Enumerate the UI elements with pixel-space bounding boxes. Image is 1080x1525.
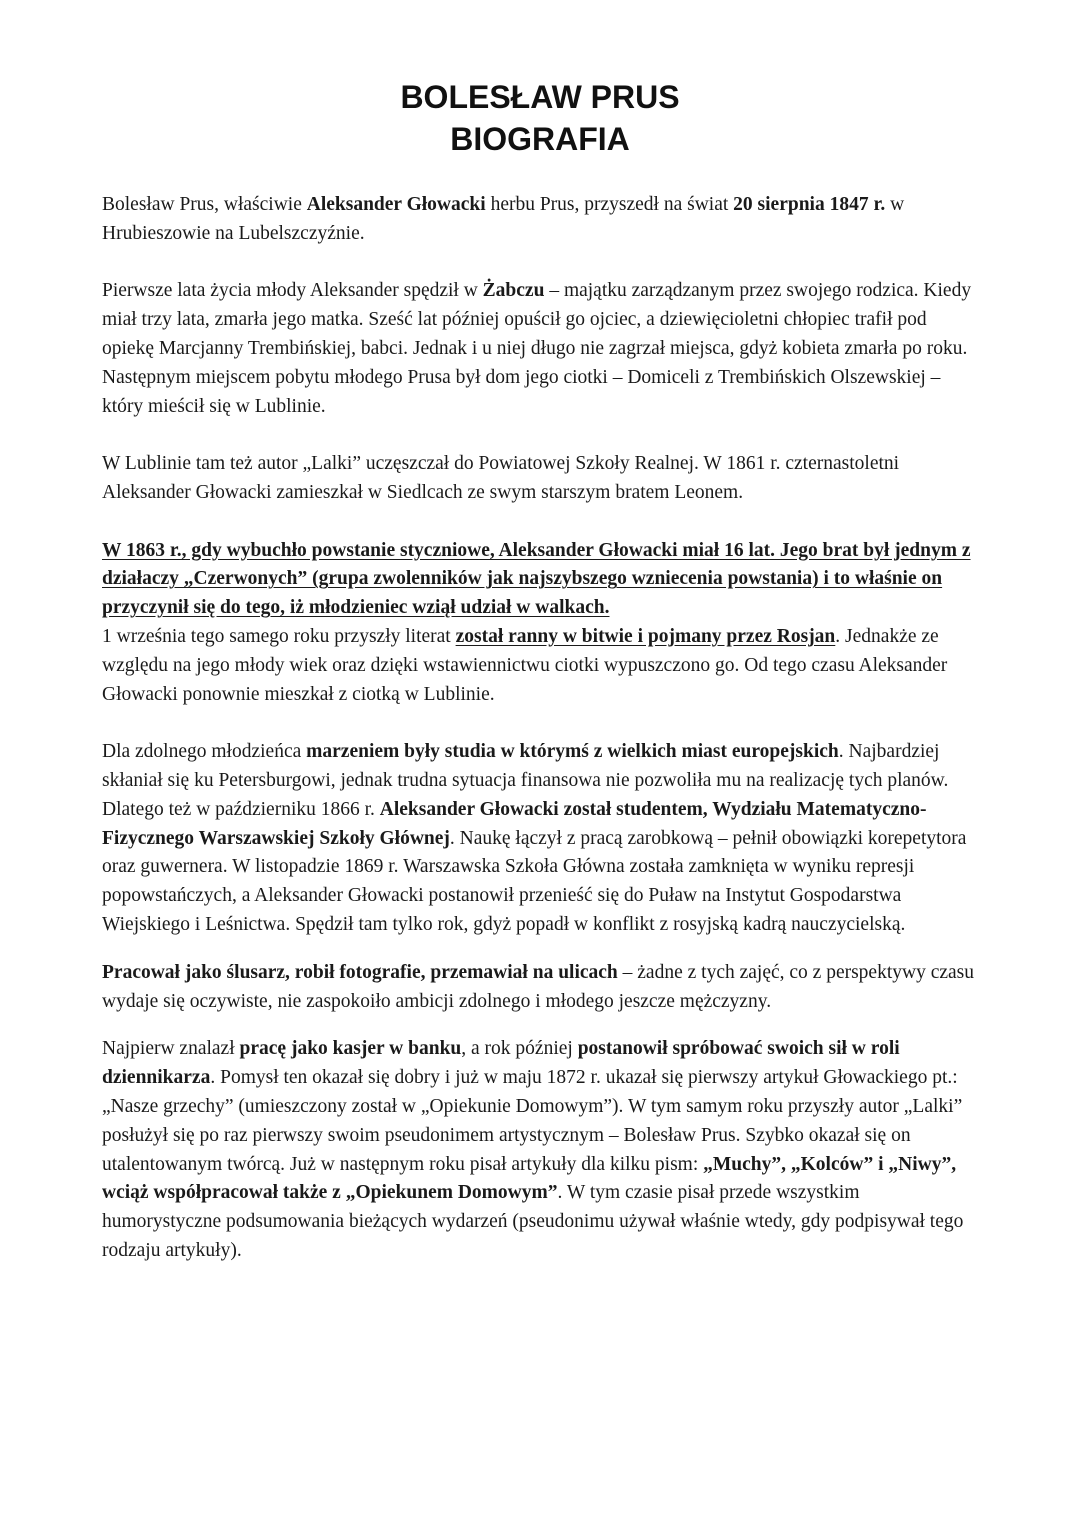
paragraph-birth (102, 191, 982, 249)
paragraph-studies (102, 738, 982, 940)
text: . Pomysł ten okazał się dobry i już w maju 1872 r. ukazał się pierwszy artykuł Głowackiego pt.: „Nasze grzechy” (umieszczony został w „Opiekunie Domowym”). W tym samym roku przyszły autor „Lalki” posłużył się po raz pierwszy swoim pseudonimem artystycznym – Bolesław Prus. Szybko okazał się on utalentowanym twórcą. Już w następnym roku pisał artykuły dla kilku pism: (102, 1067, 963, 1175)
text: Najpierw znalazł (102, 1038, 240, 1060)
text: herbu Prus, przyszedł na świat (485, 194, 734, 215)
document-body (102, 191, 982, 1266)
bold-text: Aleksander Głowacki został studentem, Wydziału Matematyczno-Fizycznego Warszawskiej Szkoły Głównej (102, 798, 927, 849)
text: Bolesław Prus, właściwie (102, 194, 307, 215)
text: , a rok później (461, 1038, 578, 1060)
bold-text: postanowił spróbować swoich sił w roli dziennikarza (102, 1038, 900, 1089)
bold-text: marzeniem były studia w którymś z wielkich miast europejskich (306, 741, 839, 763)
text: Dla zdolnego młodzieńca (102, 741, 307, 763)
text: – majątku zarządzanym przez swojego rodzica. Kiedy miał trzy lata, zmarła jego matka. Sześć lat później opuścił go ojciec, a dziewięcioletni chłopiec trafił pod opiekę Marcjanny Trembińskiej, babci. Jednak i u niej długo nie zagrzał miejsca, gdyż kobieta zmarła po roku. Następnym miejscem pobytu młodego Prusa był dom jego ciotki – Domiceli z Trembińskich Olszewskiej – który mieścił się w Lublinie. (102, 280, 972, 417)
paragraph-school (102, 450, 982, 508)
bold-text: Żabczu (482, 280, 545, 302)
text: . Jednakże ze względu na jego młody wiek oraz dzięki wstawiennictwu ciotki wypuszczono go. Od tego czasu Aleksander Głowacki ponownie mieszkał z ciotką w Lublinie. (102, 625, 948, 705)
text: . Naukę łączył z pracą zarobkową – pełnił obowiązki korepetytora oraz guwernera. W listopadzie 1869 r. Warszawska Szkoła Główna została zamknięta w wyniku represji popowstańczych, a Aleksander Głowacki postanowił przenieść się do Puław na Instytut Gospodarstwa Wiejskiego i Leśnictwa. Spędził tam tylko rok, gdyż popadł w konflikt z rosyjską kadrą nauczycielską. (102, 827, 967, 935)
bold-text: W 1863 r., gdy wybuchło powstanie styczniowe, Aleksander Głowacki miał 16 lat. Jego brat był jednym z działaczy „Czerwonych” (grupa zwolenników jak najszybszego wzniecenia powstania) i to właśnie on przyczynił się do tego, iż młodzieniec wziął udział w walkach. (102, 539, 971, 619)
text: 1 września tego samego roku przyszły literat (102, 625, 456, 647)
text: – żadne z tych zajęć, co z perspektywy czasu wydaje się oczywiste, nie zaspokoiło ambicji zdolnego i młodego jeszcze mężczyzny. (102, 961, 975, 1012)
title-line-1: BOLESŁAW PRUS (400, 79, 680, 115)
bold-text: „Muchy”, „Kolców” i „Niwy”, wciąż współpracował także z „Opiekunem Domowym” (102, 1153, 957, 1204)
underlined-bold-text (102, 540, 971, 619)
text: . W tym czasie pisał przede wszystkim humorystyczne podsumowania bieżących wydarzeń (pseudonimu używał właśnie wtedy, gdy podpisywał tego rodzaju artykuły). (102, 1182, 964, 1261)
paragraph-jobs (102, 959, 982, 1017)
title-line-2: BIOGRAFIA (450, 121, 630, 157)
underlined-bold-text (456, 626, 836, 647)
bold-text: 20 sierpnia 1847 r. (733, 194, 886, 215)
bold-text: został ranny w bitwie i pojmany przez Rosjan (455, 625, 836, 647)
text: w Hrubieszowie na Lubelszczyźnie. (102, 194, 905, 244)
page-title (0, 76, 1080, 160)
bold-text: pracę jako kasjer w banku (239, 1038, 462, 1060)
paragraph-childhood (102, 277, 982, 421)
text: Pierwsze lata życia młody Aleksander spędził w (102, 280, 483, 302)
bold-text: Aleksander Głowacki (306, 194, 486, 215)
text: W Lublinie tam też autor „Lalki” uczęszczał do Powiatowej Szkoły Realnej. W 1861 r. czternastoletni Aleksander Głowacki zamieszkał w Siedlcach ze swym starszym bratem Leonem. (102, 453, 900, 503)
bold-text: Pracował jako ślusarz, robił fotografie, przemawiał na ulicach (102, 961, 618, 983)
text: . Najbardziej skłaniał się ku Petersburgowi, jednak trudna sytuacja finansowa nie pozwoliła mu na realizację tych planów. Dlatego też w październiku 1866 r. (102, 741, 949, 820)
paragraph-uprising (102, 537, 982, 710)
paragraph-journalism (102, 1035, 982, 1265)
